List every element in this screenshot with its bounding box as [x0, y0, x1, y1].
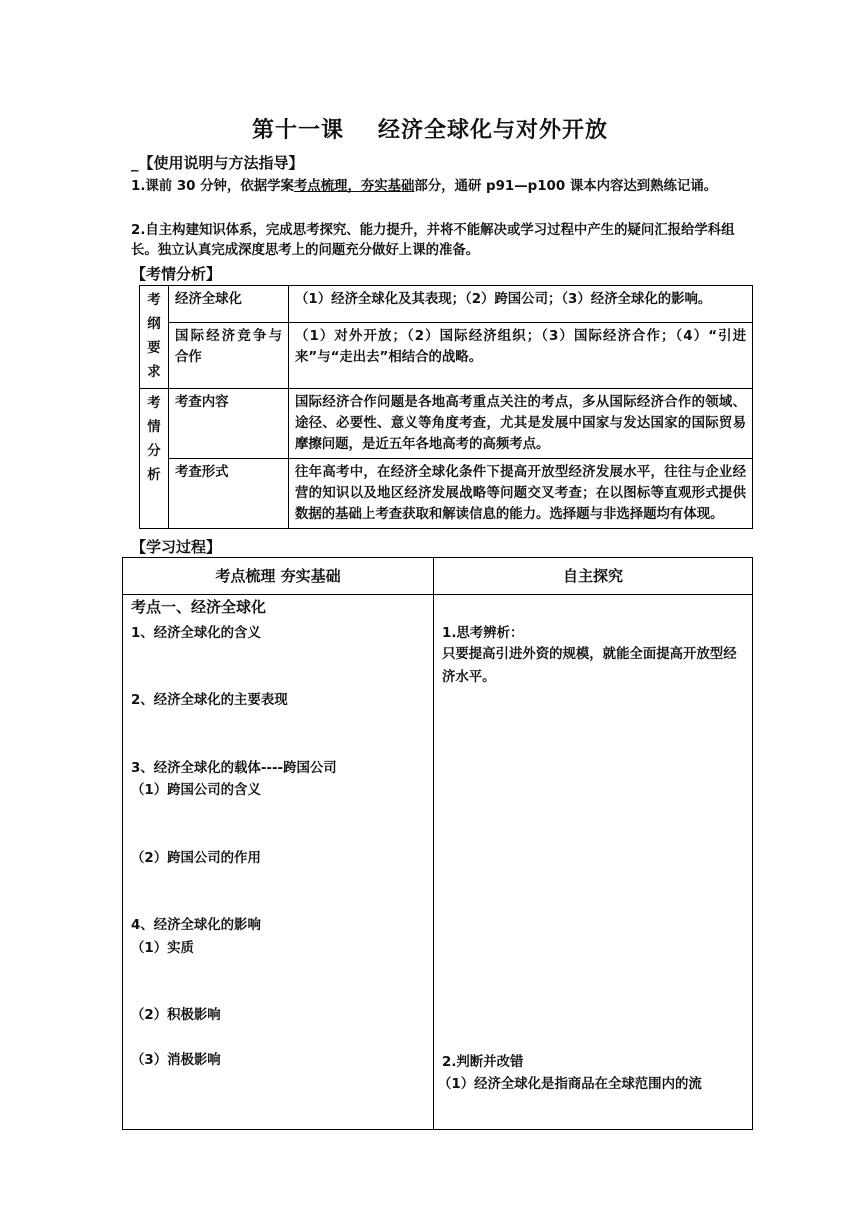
usage-paragraph-1: 1.课前 30 分钟，依据学案考点梳理，夯实基础部分，通研 p91—p100 课本内容达到熟练记诵。 [131, 179, 718, 194]
topic-cell: 考查形式 [169, 459, 289, 529]
lesson-number: 第十一课 [251, 118, 344, 143]
topic-cell: 考查内容 [169, 389, 289, 459]
page-title [0, 113, 860, 144]
column-header-right: 自主探究 [434, 558, 753, 595]
group-label-outline: 考纲要求 [140, 286, 169, 389]
table-row [140, 286, 753, 323]
list-item: 2.判断并改错 [442, 1055, 524, 1070]
table-header-row [123, 558, 753, 595]
list-item: （2）跨国公司的作用 [131, 851, 261, 866]
list-item: 1、经济全球化的含义 [131, 626, 261, 641]
exam-analysis-table [139, 285, 753, 529]
usage-heading: _【使用说明与方法指导】 [131, 154, 304, 172]
topic-cell: 经济全球化 [169, 286, 289, 323]
list-item: 1.思考辨析： [442, 626, 524, 641]
content-cell: 往年高考中，在经济全球化条件下提高开放型经济发展水平，往往与企业经营的知识以及地区经济发展战略等问题交叉考查；在以图标等直观形式提供数据的基础上考查获取和解读信息的能力。选择题与非选择题均有体现。 [289, 459, 753, 529]
table-row [140, 459, 753, 529]
content-cell: 国际经济合作问题是各地高考重点关注的考点，多从国际经济合作的领域、途径、必要性、意义等角度考查，尤其是发展中国家与发达国家的国际贸易摩擦问题，是近五年各地高考的高频考点。 [289, 389, 753, 459]
study-heading: 【学习过程】 [131, 538, 222, 556]
list-item: 2、经济全球化的主要表现 [131, 693, 288, 708]
list-item: （1）经济全球化是指商品在全球范围内的流 [438, 1077, 702, 1092]
list-item: （2）积极影响 [131, 1008, 221, 1023]
content-cell: （1）对外开放；（2）国际经济组织；（3）国际经济合作；（4）“引进来”与“走出去”相结合的战略。 [289, 323, 753, 389]
table-row [123, 595, 753, 1130]
group-label-analysis: 考情分析 [140, 389, 169, 529]
right-column-cell [434, 595, 753, 1130]
list-item: 3、经济全球化的载体----跨国公司 [131, 761, 337, 776]
topic-cell: 国际经济竞争与合作 [169, 323, 289, 389]
list-item: 4、经济全球化的影响 [131, 918, 261, 933]
exam-heading: 【考情分析】 [131, 265, 222, 283]
list-item: 只要提高引进外资的规模，就能全面提高开放型经济水平。 [442, 647, 737, 685]
table-row [140, 323, 753, 389]
left-column-cell [123, 595, 434, 1130]
study-process-table [122, 557, 753, 1130]
content-cell: （1）经济全球化及其表现；（2）跨国公司；（3）经济全球化的影响。 [289, 286, 753, 323]
usage-paragraph-2: 2.自主构建知识体系，完成思考探究、能力提升，并将不能解决或学习过程中产生的疑问汇报给学科组长。独立认真完成深度思考上的问题充分做好上课的准备。 [131, 223, 735, 258]
table-row [140, 389, 753, 459]
lesson-title: 经济全球化与对外开放 [378, 118, 609, 143]
list-item: （1）实质 [131, 941, 194, 956]
column-header-left: 考点梳理 夯实基础 [123, 558, 434, 595]
list-item: （1）跨国公司的含义 [131, 783, 261, 798]
section-title: 考点一、经济全球化 [131, 598, 267, 616]
list-item: （3）消极影响 [131, 1053, 221, 1068]
